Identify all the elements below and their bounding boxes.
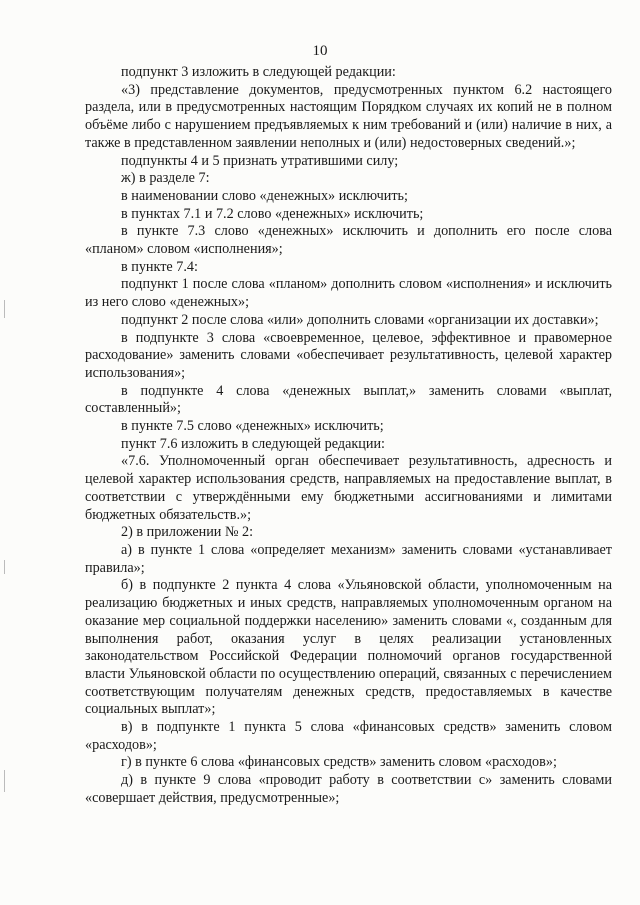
paragraph: 2) в приложении № 2: <box>121 524 254 541</box>
document-body <box>85 64 612 808</box>
paragraph: подпункт 1 после слова «планом» дополнить словом «исполнения» и исключить из него слово «денежных»; <box>85 276 612 311</box>
scan-edge-mark <box>4 300 5 318</box>
paragraph: б) в подпункте 2 пункта 4 слова «Ульяновской области, уполномоченным на реализацию бюджетных и иных средств, направляемых уполномоченным органом на оказание мер социальной поддержки населению» заменить словами «, созданным для выполнения работ, оказания услуг в целях реализации установленных законодательством Российской Федерации полномочий органов государственной власти Ульяновской области по осуществлению операций, связанных с перечислением соответствующим получателям денежных средств, предоставляемых в качестве социальных выплат»; <box>85 577 612 718</box>
paragraph: подпункт 3 изложить в следующей редакции: <box>121 64 396 80</box>
paragraph: а) в пункте 1 слова «определяет механизм» заменить словами «устанавливает правила»; <box>85 541 612 576</box>
paragraph: подпункты 4 и 5 признать утратившими силу; <box>121 152 399 169</box>
paragraph: г) в пункте 6 слова «финансовых средств» заменить словом «расходов»; <box>121 754 557 771</box>
paragraph: в пункте 7.4: <box>121 258 198 275</box>
paragraph: в наименовании слово «денежных» исключить; <box>121 187 408 204</box>
page-number: 10 <box>312 43 328 59</box>
paragraph: в пунктах 7.1 и 7.2 слово «денежных» исключить; <box>121 205 424 222</box>
paragraph: д) в пункте 9 слова «проводит работу в соответствии с» заменить словами «совершает действия, предусмотренные»; <box>85 772 612 806</box>
paragraph: пункт 7.6 изложить в следующей редакции: <box>121 435 385 452</box>
paragraph: «3) представление документов, предусмотренных пунктом 6.2 настоящего раздела, или в предусмотренных настоящим Порядком случаях их копий не в полном объёме либо с нарушением предъявляемых к ним требований и (или) наличие в них, а также в представленном заявлении неполных и (или) недостоверных сведений.»; <box>85 81 612 151</box>
scan-edge-mark <box>4 770 5 792</box>
paragraph: «7.6. Уполномоченный орган обеспечивает результативность, адресность и целевой характер использования средств, направляемых на предоставление выплат, в соответствии с утверждёнными ему бюджетными ассигнованиями и лимитами бюджетных обязательств.»; <box>85 453 612 523</box>
paragraph: в подпункте 3 слова «своевременное, целевое, эффективное и правомерное расходование» заменить словами «обеспечивает результативность, целевой характер использования»; <box>85 329 612 381</box>
scan-edge-mark <box>4 560 5 574</box>
paragraph: в) в подпункте 1 пункта 5 слова «финансовых средств» заменить словом «расходов»; <box>85 719 612 753</box>
paragraph: подпункт 2 после слова «или» дополнить словами «организации их доставки»; <box>121 311 599 328</box>
paragraph: в пункте 7.3 слово «денежных» исключить и дополнить его после слова «планом» словом «исполнения»; <box>85 223 612 258</box>
paragraph: ж) в разделе 7: <box>121 170 210 187</box>
paragraph: в пункте 7.5 слово «денежных» исключить; <box>121 418 384 435</box>
paragraph: в подпункте 4 слова «денежных выплат,» заменить словами «выплат, составленный»; <box>85 382 612 417</box>
